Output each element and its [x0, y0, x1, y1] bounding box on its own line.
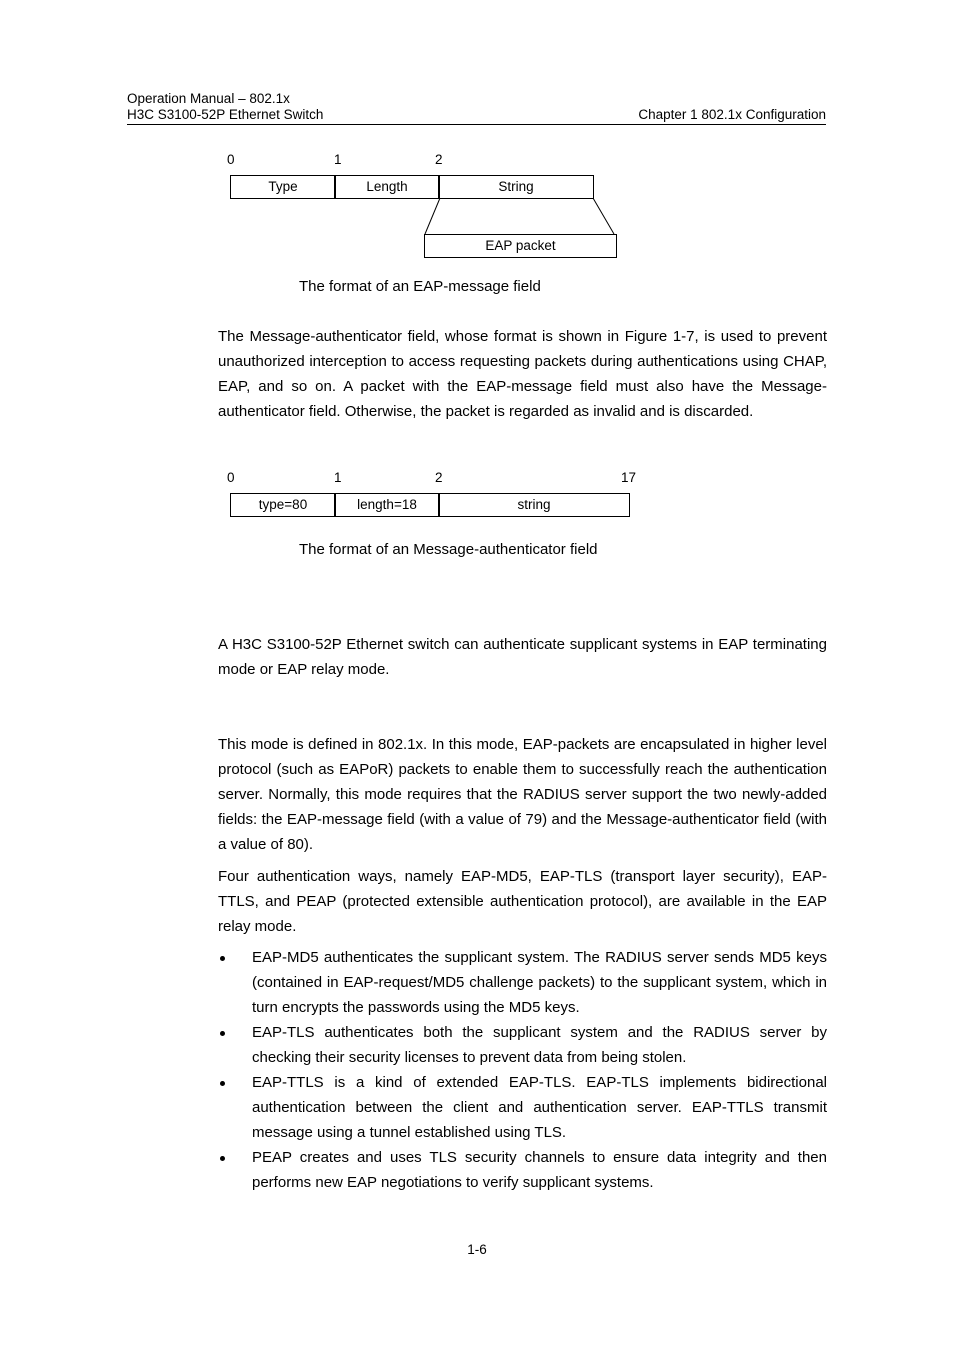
field-string: String — [438, 175, 594, 199]
bullet-icon — [220, 1031, 225, 1036]
paragraph: The Message-authenticator field, whose format is shown in Figure 1-7, is used to prevent unauthorized interception to access requesting packets during authentications using CHAP, EAP, and so on. A packet with the EAP-message field must also have the Message-authenticator field. Otherwise, the packet is regarded as invalid and is discarded. — [218, 328, 827, 420]
field-type: type=80 — [230, 493, 336, 517]
offset-label: 1 — [334, 470, 342, 485]
offset-label: 0 — [227, 470, 235, 485]
field-type: Type — [230, 175, 336, 199]
list-item — [218, 1020, 827, 1070]
field-length: length=18 — [334, 493, 440, 517]
page-number: 1-6 — [467, 1242, 487, 1257]
offset-label: 2 — [435, 470, 443, 485]
list-item — [218, 1070, 827, 1145]
paragraph: Four authentication ways, namely EAP-MD5, EAP-TLS (transport layer security), EAP-TTLS, and PEAP (protected extensible authentication protocol), are available in the EAP relay mode. — [218, 868, 827, 935]
product-name: H3C S3100-52P Ethernet Switch — [127, 107, 324, 122]
bullet-list — [218, 945, 827, 1195]
field-length: Length — [334, 175, 440, 199]
list-item — [218, 1145, 827, 1195]
paragraph: A H3C S3100-52P Ethernet switch can authenticate supplicant systems in EAP terminating mode or EAP relay mode. — [218, 636, 827, 678]
bullet-icon — [220, 1156, 225, 1161]
offset-label: 0 — [227, 152, 235, 167]
expansion-lines — [420, 196, 620, 236]
header-divider — [127, 124, 826, 125]
bullet-icon — [220, 956, 225, 961]
paragraph: This mode is defined in 802.1x. In this mode, EAP-packets are encapsulated in higher level protocol (such as EAPoR) packets to enable them to successfully reach the authentication server. Normally, this mode requires that the RADIUS server support the two newly-added fields: the EAP-message field (with a value of 79) and the Message-authenticator field (with a value of 80). — [218, 736, 827, 853]
field-string: string — [438, 493, 630, 517]
list-item-text: EAP-TLS authenticates both the supplicant system and the RADIUS server by checking their security licenses to prevent data from being stolen. — [252, 1024, 827, 1066]
manual-title: Operation Manual – 802.1x — [127, 91, 290, 106]
offset-label: 17 — [621, 470, 637, 485]
list-item-text: EAP-TTLS is a kind of extended EAP-TLS. EAP-TLS implements bidirectional authentication between the client and authentication server. EAP-TTLS transmit message using a tunnel established using TLS. — [252, 1074, 827, 1141]
list-item — [218, 945, 827, 1020]
bullet-icon — [220, 1081, 225, 1086]
offset-label: 1 — [334, 152, 342, 167]
figure-caption: The format of an EAP-message field — [299, 278, 541, 295]
list-item-text: PEAP creates and uses TLS security channels to ensure data integrity and then performs new EAP negotiations to verify supplicant systems. — [252, 1149, 827, 1191]
figure-caption: The format of an Message-authenticator field — [299, 541, 598, 558]
chapter-title: Chapter 1 802.1x Configuration — [638, 107, 826, 122]
list-item-text: EAP-MD5 authenticates the supplicant system. The RADIUS server sends MD5 keys (contained in EAP-request/MD5 challenge packets) to the supplicant system, which in turn encrypts the passwords using the MD5 keys. — [252, 949, 827, 1016]
eap-packet-box: EAP packet — [424, 234, 617, 258]
offset-label: 2 — [435, 152, 443, 167]
